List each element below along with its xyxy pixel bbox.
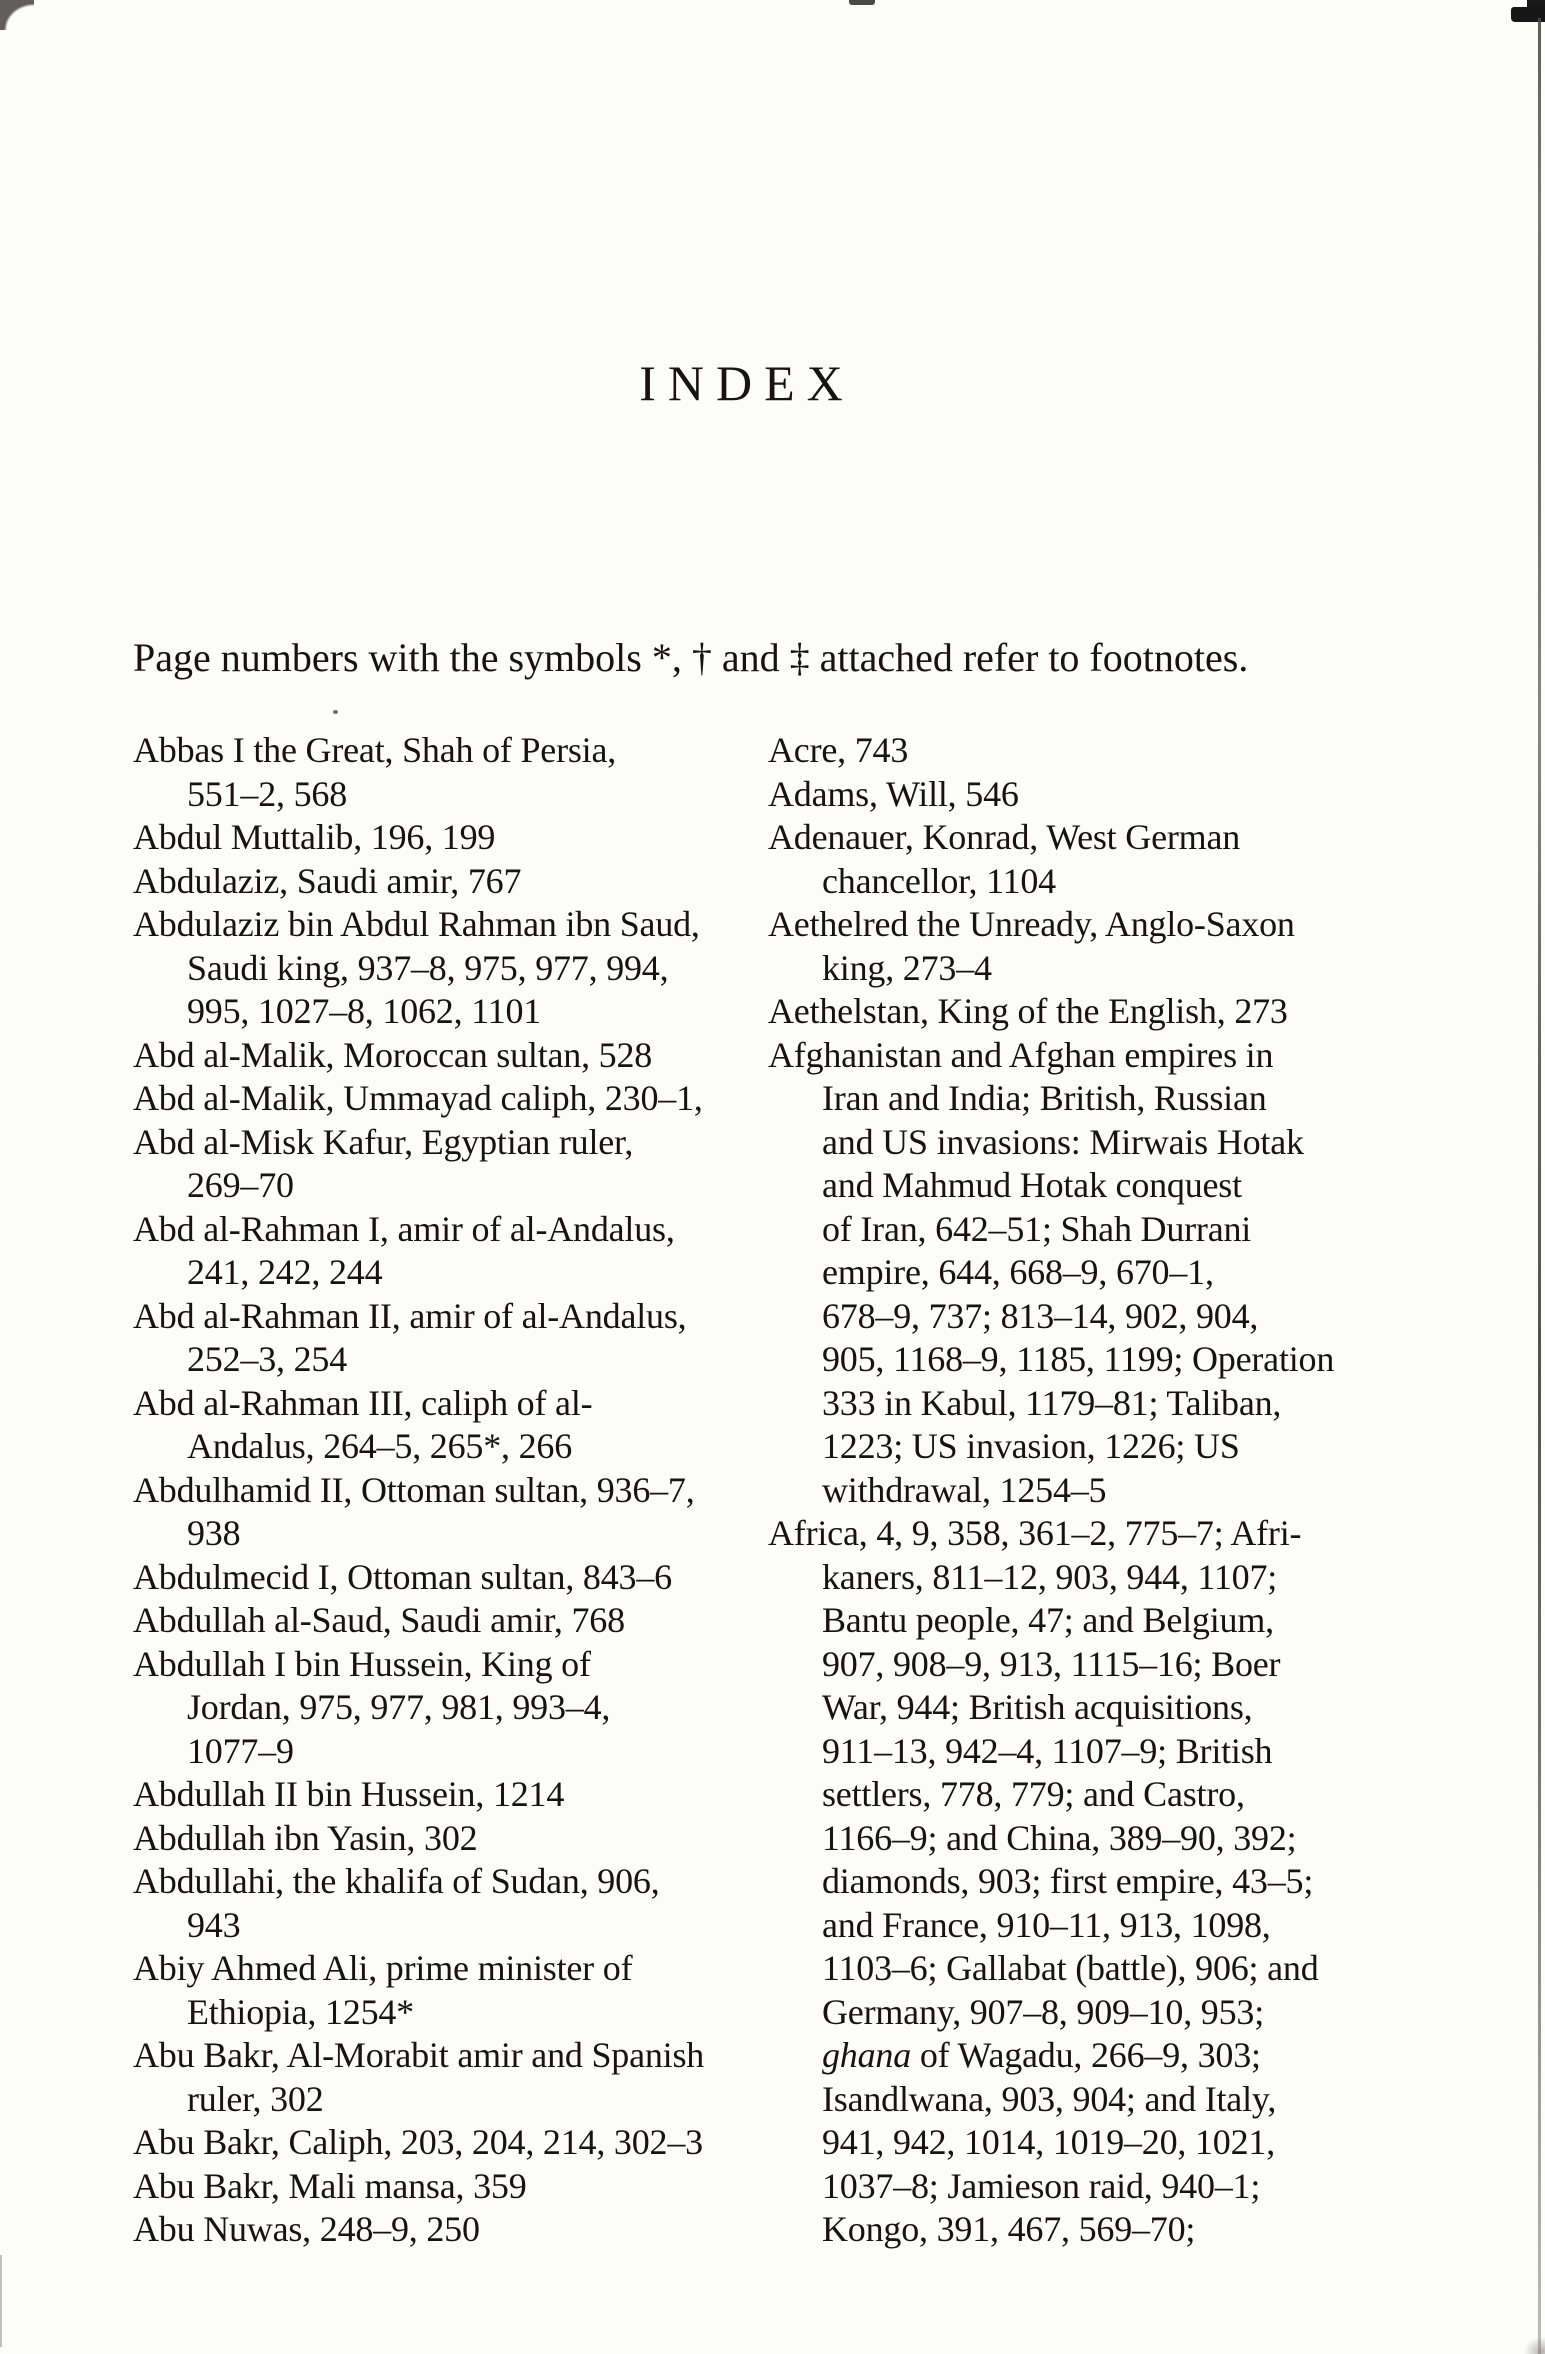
- index-line: ruler, 302: [187, 2078, 324, 2119]
- index-line: Abd al-Misk Kafur, Egyptian ruler,: [133, 1121, 634, 1162]
- index-line: diamonds, 903; first empire, 43–5;: [822, 1861, 1314, 1901]
- index-line: Saudi king, 937–8, 975, 977, 994,: [187, 947, 669, 988]
- index-line: Iran and India; British, Russian: [822, 1078, 1267, 1118]
- index-line: Abdullah al-Saud, Saudi amir, 768: [133, 1600, 625, 1640]
- index-line: Ethiopia, 1254*: [187, 1991, 414, 2032]
- index-line: and Mahmud Hotak conquest: [822, 1165, 1242, 1205]
- index-line: Jordan, 975, 977, 981, 993–4,: [187, 1687, 611, 1727]
- index-line: Abdulhamid II, Ottoman sultan, 936–7,: [133, 1469, 695, 1510]
- index-line: Abd al-Rahman III, caliph of al-: [133, 1382, 593, 1423]
- index-line: 551–2, 568: [187, 773, 348, 814]
- index-line: 941, 942, 1014, 1019–20, 1021,: [822, 2122, 1276, 2162]
- index-line: Aethelstan, King of the English, 273: [768, 991, 1288, 1031]
- index-line: Abiy Ahmed Ali, prime minister of: [133, 1948, 633, 1988]
- index-line: Afghanistan and Afghan empires in: [768, 1034, 1274, 1075]
- index-line: 907, 908–9, 913, 1115–16; Boer: [822, 1643, 1281, 1684]
- page-title: INDEX: [639, 355, 855, 411]
- scan-mark-bottom-left: [0, 2255, 2, 2347]
- index-line: Abd al-Rahman II, amir of al-Andalus,: [133, 1295, 687, 1336]
- index-line: 1077–9: [187, 1730, 294, 1771]
- index-line: Acre, 743: [768, 730, 909, 770]
- index-line: Aethelred the Unready, Anglo-Saxon: [768, 904, 1295, 944]
- scan-mark-top-edge: [849, 0, 875, 5]
- index-line: chancellor, 1104: [822, 860, 1056, 901]
- index-line: 269–70: [187, 1165, 294, 1205]
- index-line: Abdulaziz, Saudi amir, 767: [133, 860, 522, 901]
- index-line: 1166–9; and China, 389–90, 392;: [822, 1817, 1297, 1858]
- index-line: 938: [187, 1513, 241, 1553]
- index-line: 1103–6; Gallabat (battle), 906; and: [822, 1948, 1319, 1988]
- index-line: 241, 242, 244: [187, 1252, 383, 1292]
- index-line: of Iran, 642–51; Shah Durrani: [822, 1208, 1252, 1249]
- index-line: Germany, 907–8, 909–10, 953;: [822, 1991, 1265, 2032]
- index-line: king, 273–4: [822, 947, 992, 988]
- index-line: 995, 1027–8, 1062, 1101: [187, 991, 542, 1031]
- index-line: Adams, Will, 546: [768, 773, 1019, 814]
- index-line: ghana of Wagadu, 266–9, 303;: [822, 2035, 1261, 2075]
- index-line: Abdulmecid I, Ottoman sultan, 843–6: [133, 1556, 672, 1597]
- index-column-right: [768, 729, 1508, 2252]
- index-line: empire, 644, 668–9, 670–1,: [822, 1252, 1214, 1292]
- index-line: and US invasions: Mirwais Hotak: [822, 1121, 1304, 1162]
- scan-corner-shadow-top-left: [0, 0, 34, 30]
- index-line: Abd al-Malik, Moroccan sultan, 528: [133, 1034, 653, 1075]
- index-line: 252–3, 254: [187, 1339, 348, 1379]
- index-line: withdrawal, 1254–5: [822, 1469, 1107, 1510]
- index-line: Abd al-Malik, Ummayad caliph, 230–1,: [133, 1078, 703, 1118]
- index-line: War, 944; British acquisitions,: [822, 1687, 1253, 1727]
- index-line: Adenauer, Konrad, West German: [768, 817, 1241, 857]
- scan-speck: [333, 710, 338, 714]
- index-line: Abdullahi, the khalifa of Sudan, 906,: [133, 1861, 660, 1901]
- index-line: 1223; US invasion, 1226; US: [822, 1426, 1240, 1466]
- footnote-legend: Page numbers with the symbols *, † and ‡ attached refer to footnotes.: [133, 635, 1249, 680]
- index-line: Abdulaziz bin Abdul Rahman ibn Saud,: [133, 904, 700, 944]
- index-line: 1037–8; Jamieson raid, 940–1;: [822, 2165, 1261, 2206]
- index-line: 911–13, 942–4, 1107–9; British: [822, 1730, 1273, 1771]
- scan-edge-line-right: [1538, 18, 1541, 2354]
- index-line: Abu Bakr, Caliph, 203, 204, 214, 302–3: [133, 2122, 703, 2162]
- index-line: Abbas I the Great, Shah of Persia,: [133, 730, 617, 770]
- index-line: Abdullah I bin Hussein, King of: [133, 1643, 591, 1684]
- index-line: Abdul Muttalib, 196, 199: [133, 817, 496, 857]
- index-line: Abd al-Rahman I, amir of al-Andalus,: [133, 1208, 675, 1249]
- index-column-left: [133, 729, 778, 2252]
- index-line: Abu Bakr, Al-Morabit amir and Spanish: [133, 2035, 705, 2075]
- index-line: Bantu people, 47; and Belgium,: [822, 1600, 1274, 1640]
- index-line: 943: [187, 1904, 241, 1945]
- index-line: 905, 1168–9, 1185, 1199; Operation: [822, 1339, 1335, 1379]
- index-line: 678–9, 737; 813–14, 902, 904,: [822, 1295, 1259, 1336]
- index-line: and France, 910–11, 913, 1098,: [822, 1904, 1271, 1945]
- index-line: Isandlwana, 903, 904; and Italy,: [822, 2078, 1277, 2119]
- index-line: Abu Bakr, Mali mansa, 359: [133, 2165, 527, 2206]
- index-line: Abu Nuwas, 248–9, 250: [133, 2209, 480, 2249]
- scan-smudge-bottom-right: [1512, 2322, 1545, 2354]
- index-line: Kongo, 391, 467, 569–70;: [822, 2209, 1196, 2249]
- index-line: Abdullah ibn Yasin, 302: [133, 1817, 478, 1858]
- index-line: Africa, 4, 9, 358, 361–2, 775–7; Afri-: [768, 1513, 1302, 1553]
- index-line: 333 in Kabul, 1179–81; Taliban,: [822, 1382, 1282, 1423]
- index-line: kaners, 811–12, 903, 944, 1107;: [822, 1556, 1278, 1597]
- index-line: settlers, 778, 779; and Castro,: [822, 1774, 1245, 1814]
- index-line: Andalus, 264–5, 265*, 266: [187, 1426, 572, 1466]
- index-line: Abdullah II bin Hussein, 1214: [133, 1774, 565, 1814]
